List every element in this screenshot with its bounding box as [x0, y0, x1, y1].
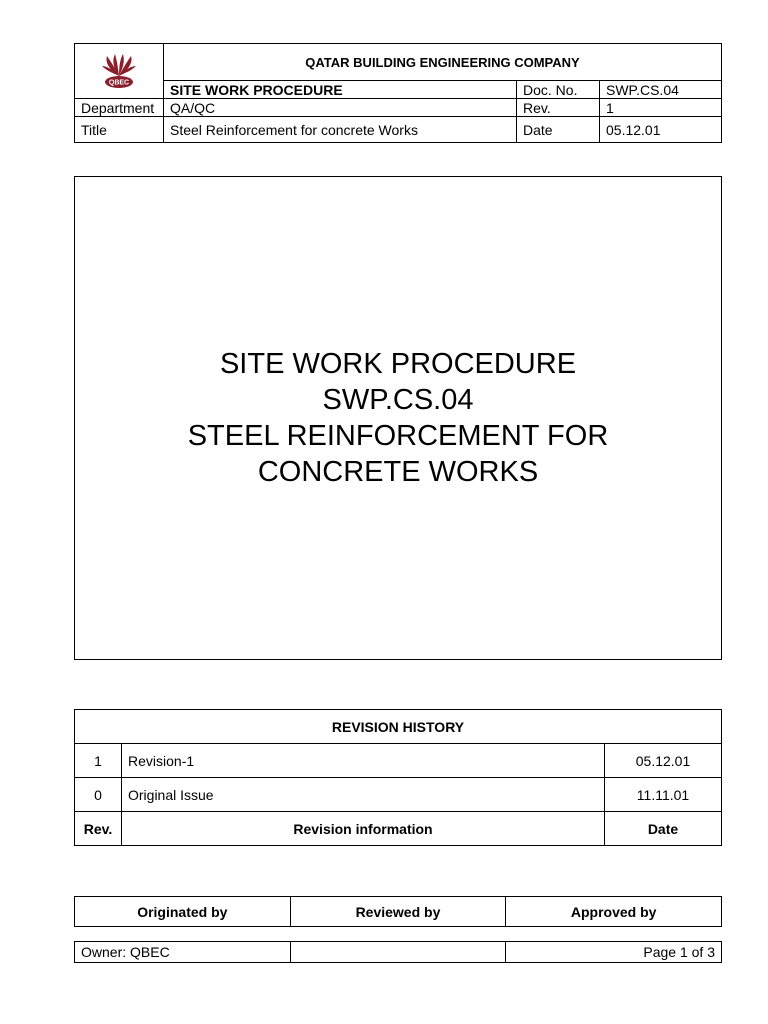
cover-line-1: SITE WORK PROCEDURE: [219, 348, 577, 380]
logo-cell: [75, 44, 164, 99]
originated-by-label: Originated by: [75, 897, 291, 927]
table-header-row: [75, 812, 722, 846]
signature-table: [74, 896, 722, 927]
logo-text: QBEC: [108, 79, 130, 87]
rev-info: Original Issue: [122, 778, 605, 812]
reviewed-by-label: Reviewed by: [290, 897, 506, 927]
date-label: Date: [517, 117, 600, 143]
rev-value: 1: [600, 99, 722, 117]
table-row: [75, 744, 722, 778]
rev-label: Rev.: [517, 99, 600, 117]
shell-logo-icon: [99, 52, 139, 90]
cover-line-3: STEEL REINFORCEMENT FOR: [187, 420, 609, 452]
date-value: 05.12.01: [600, 117, 722, 143]
col-date-header: Date: [605, 812, 722, 846]
page-footer: [74, 941, 722, 963]
title-value: Steel Reinforcement for concrete Works: [164, 117, 517, 143]
department-value: QA/QC: [164, 99, 517, 117]
table-row: [75, 778, 722, 812]
rev-date: 05.12.01: [605, 744, 722, 778]
cover-line-4: CONCRETE WORKS: [257, 456, 539, 488]
title-label: Title: [75, 117, 164, 143]
company-name: QATAR BUILDING ENGINEERING COMPANY: [164, 44, 722, 81]
document-header: [74, 43, 722, 143]
rev-info: Revision-1: [122, 744, 605, 778]
approved-by-label: Approved by: [506, 897, 722, 927]
owner-label: Owner: QBEC: [75, 942, 291, 963]
revision-history-title: REVISION HISTORY: [75, 710, 722, 744]
col-rev-header: Rev.: [75, 812, 122, 846]
doc-no-value: SWP.CS.04: [600, 81, 722, 99]
department-label: Department: [75, 99, 164, 117]
rev-date: 11.11.01: [605, 778, 722, 812]
qbec-logo: [75, 52, 163, 90]
page-number: Page 1 of 3: [506, 942, 722, 963]
rev-number: 0: [75, 778, 122, 812]
doc-no-label: Doc. No.: [517, 81, 600, 99]
col-info-header: Revision information: [122, 812, 605, 846]
procedure-label: SITE WORK PROCEDURE: [164, 81, 517, 99]
revision-history-table: [74, 709, 722, 846]
footer-middle: [290, 942, 506, 963]
cover-line-2: SWP.CS.04: [322, 384, 474, 416]
rev-number: 1: [75, 744, 122, 778]
cover-box: [74, 176, 722, 660]
